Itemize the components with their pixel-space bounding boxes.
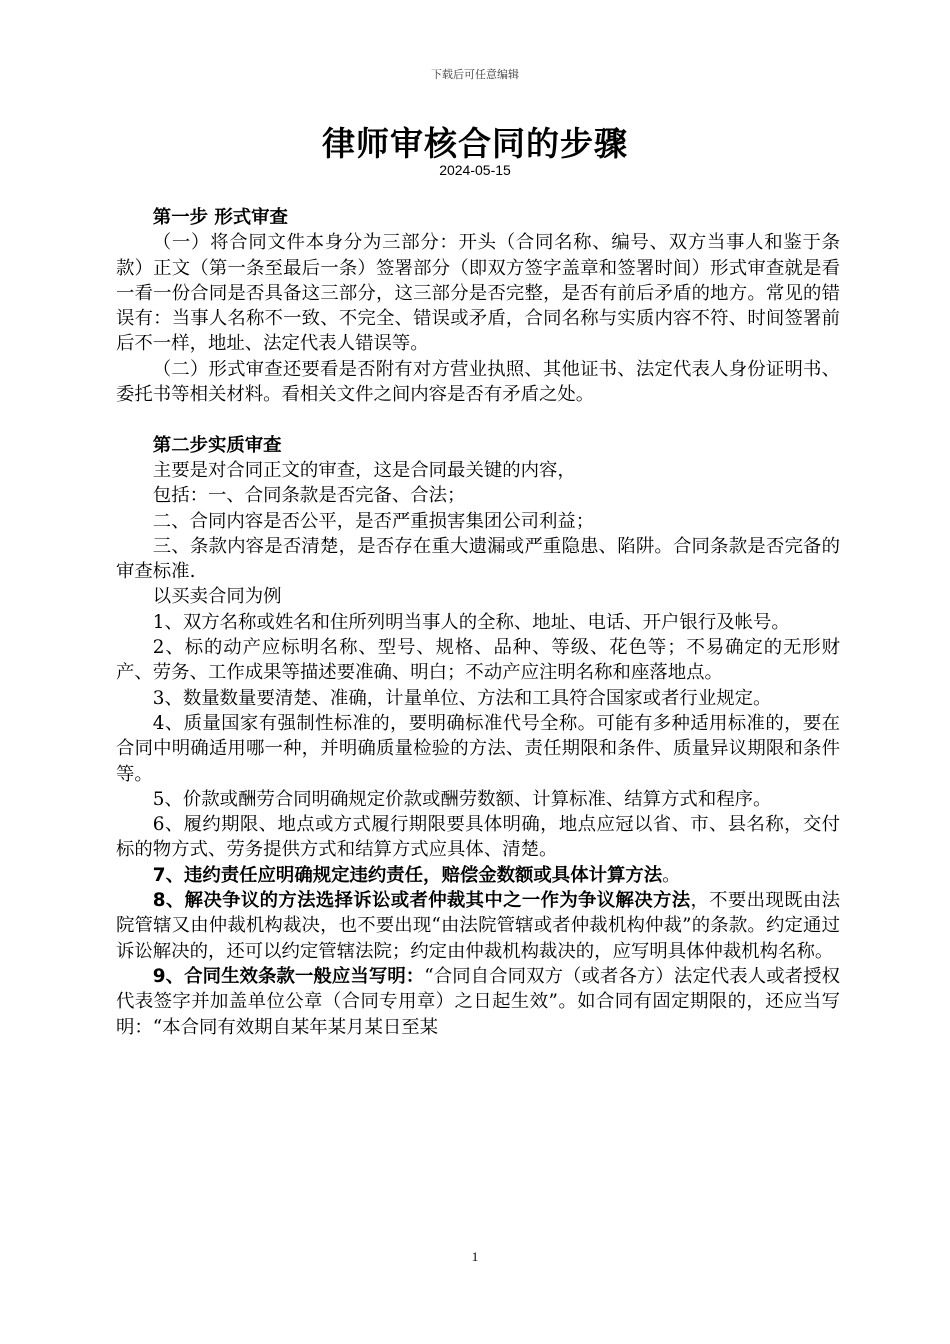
list-item-6: 6、履约期限、地点或方式履行期限要具体明确，地点应冠以省、市、县名称，交付标的物方式、劳务提供方式和结算方式应具体、清楚。 — [116, 814, 840, 861]
section-2-line: 以买卖合同为例 — [152, 586, 282, 608]
list-item-7 — [116, 863, 840, 888]
header-note: 下载后可任意编辑 — [431, 68, 519, 81]
section-1-paragraph-2: （二）形式审查还要看是否附有对方营业执照、其他证书、法定代表人身份证明书、委托书等相关材料。看相关文件之间内容是否有矛盾之处。 — [116, 358, 840, 406]
section-2-line: 三、条款内容是否清楚，是否存在重大遗漏或严重隐患、陷阱。合同条款是否完备的审查标准. — [116, 535, 840, 583]
section-2-heading: 第二步实质审查 — [152, 434, 282, 456]
section-1-heading: 第一步 形式审查 — [152, 207, 288, 228]
list-item-3: 3、数量数量要清楚、准确，计量单位、方法和工具符合国家或者行业规定。 — [152, 687, 772, 709]
section-2-line: 包括：一、合同条款是否完备、合法； — [152, 485, 466, 507]
page-number: 1 — [471, 1249, 479, 1264]
list-item-4: 4、质量国家有强制性标准的，要明确标准代号全称。可能有多种适用标准的，要在合同中明确适用哪一种，并明确质量检验的方法、责任期限和条件、质量异议期限和条件等。 — [116, 712, 840, 785]
list-item-8 — [116, 888, 840, 964]
list-item-9 — [116, 964, 840, 1040]
list-item-8-text: ，不要出现既由法院管辖又由仲裁机构裁决，也不要出现“由法院管辖或者仲裁机构仲裁”的条款。约定通过诉讼解决的，还可以约定管辖法院；约定由仲裁机构裁决的，应写明具体仲裁机构名称。 — [116, 890, 840, 962]
list-item-7-bold: 7、违约责任应明确规定违约责任，赔偿金数额或具体计算方法 — [152, 864, 663, 886]
list-item-9-bold: 9、合同生效条款一般应当写明： — [152, 965, 425, 987]
paragraph-gap — [116, 407, 840, 432]
list-item-9-text: “合同自合同双方（或者各方）法定代表人或者授权代表签字并加盖单位公章（合同专用章）之日起生效”。如合同有固定期限的，还应当写明：“本合同有效期自某年某月某日至某 — [116, 965, 841, 1038]
list-item-8-bold: 8、解决争议的方法选择诉讼或者仲裁其中之一作为争议解决方法 — [152, 890, 691, 912]
section-1-paragraph-1: （一）将合同文件本身分为三部分：开头（合同名称、编号、双方当事人和鉴于条款）正文（第一条至最后一条）签署部分（即双方签字盖章和签署时间）形式审查就是看一看一份合同是否具备这三部分，这三部分是否完整，是否有前后矛盾的地方。常见的错误有：当事人名称不一致、不完全、错误或矛盾，合同名称与实质内容不符、时间签署前后不一样，地址、法定代表人错误等。 — [116, 232, 840, 355]
list-item-7-end: 。 — [662, 864, 681, 886]
section-2-line: 二、合同内容是否公平，是否严重损害集团公司利益； — [152, 510, 595, 532]
section-2-line: 主要是对合同正文的审查，这是合同最关键的内容， — [152, 459, 576, 481]
list-item-1: 1、双方名称或姓名和住所列明当事人的全称、地址、电话、开户银行及帐号。 — [152, 611, 790, 633]
document-body — [116, 205, 840, 1040]
list-item-5: 5、价款或酬劳合同明确规定价款或酬劳数额、计算标准、结算方式和程序。 — [152, 788, 772, 810]
document-title: 律师审核合同的步骤 — [322, 124, 628, 163]
document-date: 2024-05-15 — [439, 162, 511, 178]
list-item-2: 2、标的动产应标明名称、型号、规格、品种、等级、花色等；不易确定的无形财产、劳务、工作成果等描述要准确、明白；不动产应注明名称和座落地点。 — [116, 637, 840, 684]
